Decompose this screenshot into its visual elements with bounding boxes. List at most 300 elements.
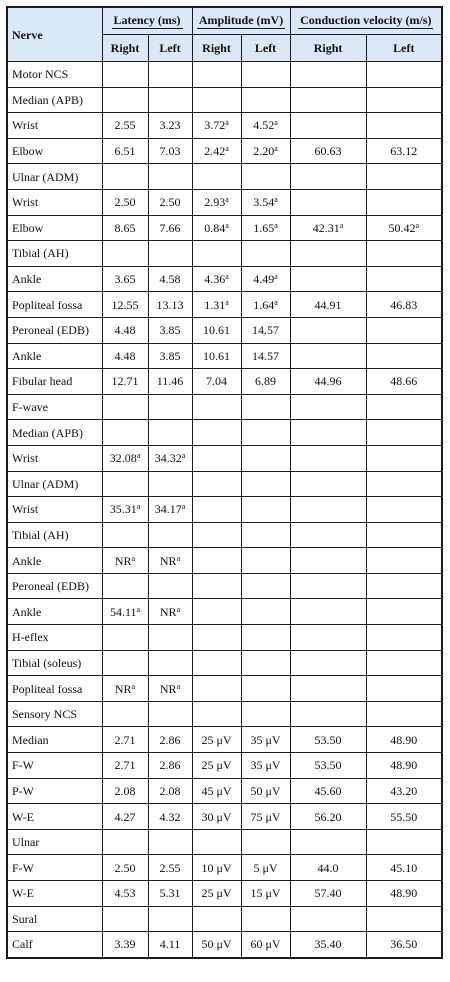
velocity-right-cell	[290, 317, 366, 343]
nerve-name-cell: Ulnar	[7, 829, 102, 855]
velocity-left-cell	[366, 138, 442, 164]
amplitude-right-cell	[192, 87, 241, 113]
table-row	[7, 829, 442, 855]
velocity-right-cell	[290, 343, 366, 369]
footnote-marker: a	[274, 195, 278, 205]
velocity-left-cell	[366, 471, 442, 497]
amplitude-right-cell	[192, 548, 241, 574]
amplitude-right-cell	[192, 62, 241, 88]
velocity-left-cell	[366, 625, 442, 651]
table-row	[7, 471, 442, 497]
amplitude-left-cell	[241, 932, 290, 958]
velocity-left-cell	[366, 87, 442, 113]
amplitude-left-cell	[241, 855, 290, 881]
amplitude-left-cell	[241, 599, 290, 625]
cell-value: 63.12	[390, 144, 418, 159]
latency-right-cell	[102, 497, 148, 523]
latency-left-cell	[148, 881, 192, 907]
amplitude-left-cell	[241, 164, 290, 190]
nerve-name-cell: Ankle	[7, 548, 102, 574]
latency-left-cell	[148, 87, 192, 113]
amplitude-right-cell	[192, 932, 241, 958]
cell-value: 10.61	[203, 348, 231, 363]
cell-value: 13.13	[156, 297, 184, 312]
velocity-left-cell	[366, 753, 442, 779]
cell-value: 3.85	[159, 323, 181, 338]
amplitude-left-cell	[241, 497, 290, 523]
amplitude-right-cell	[192, 369, 241, 395]
nerve-name-cell: Wrist	[7, 497, 102, 523]
footnote-marker: a	[225, 195, 229, 205]
latency-left-cell	[148, 932, 192, 958]
cell-value: 5.31	[159, 886, 181, 901]
footnote-marker: a	[176, 553, 181, 563]
table-row	[7, 266, 442, 292]
cell-value: 1.65	[253, 220, 275, 235]
velocity-left-cell	[366, 164, 442, 190]
nerve-name-cell: Median	[7, 727, 102, 753]
cell-value: NR	[159, 553, 177, 568]
velocity-right-cell	[290, 394, 366, 420]
amplitude-left-cell	[241, 113, 290, 139]
cell-value: 14.57	[252, 323, 280, 338]
cell-value: 48.90	[390, 886, 418, 901]
amplitude-right-cell	[192, 420, 241, 446]
table-row	[7, 625, 442, 651]
cell-value: 34.32	[154, 451, 182, 466]
cell-value: 10.61	[203, 323, 231, 338]
cell-value: 4.58	[159, 272, 181, 287]
conduction-velocity-group-header	[290, 7, 442, 35]
table-row	[7, 164, 442, 190]
footnote-marker: a	[225, 144, 229, 154]
table-row	[7, 215, 442, 241]
cell-value: 4.48	[114, 348, 136, 363]
velocity-left-cell	[366, 420, 442, 446]
velocity-left-cell	[366, 522, 442, 548]
cell-value: 50 μV	[250, 783, 281, 798]
latency-right-cell	[102, 778, 148, 804]
latency-right-cell	[102, 829, 148, 855]
nerve-name-cell: Sural	[7, 906, 102, 932]
cell-value: 1.64	[253, 297, 275, 312]
velocity-right-cell	[290, 727, 366, 753]
cell-value: 2.08	[114, 783, 136, 798]
velocity-right-cell	[290, 599, 366, 625]
amplitude-right-cell	[192, 573, 241, 599]
cell-value: 7.04	[206, 374, 228, 389]
cell-value: 2.20	[253, 144, 275, 159]
latency-right-cell	[102, 113, 148, 139]
nerve-name-cell: Fibular head	[7, 369, 102, 395]
footnote-marker: a	[136, 451, 141, 461]
velocity-right-cell	[290, 855, 366, 881]
cell-value: 60 μV	[250, 937, 281, 952]
footnote-marker: a	[131, 681, 136, 691]
latency-left-cell	[148, 753, 192, 779]
velocity-right-cell	[290, 369, 366, 395]
velocity-right-cell	[290, 62, 366, 88]
amplitude-right-cell	[192, 753, 241, 779]
cell-value: NR	[114, 553, 132, 568]
table-row	[7, 599, 442, 625]
velocity-left-cell	[366, 241, 442, 267]
cell-value: 2.93	[204, 195, 226, 210]
latency-right-cell	[102, 266, 148, 292]
latency-right-cell	[102, 189, 148, 215]
velocity-right-cell	[290, 497, 366, 523]
amplitude-left-cell	[241, 804, 290, 830]
velocity-left-cell	[366, 573, 442, 599]
velocity-right-header: Right	[290, 35, 366, 62]
footnote-marker: a	[136, 604, 141, 614]
cell-value: NR	[159, 681, 177, 696]
table-row	[7, 932, 442, 958]
velocity-left-cell	[366, 189, 442, 215]
table-header	[7, 7, 442, 62]
cell-value: 48.90	[390, 732, 418, 747]
latency-left-header: Left	[148, 35, 192, 62]
cell-value: 14.57	[252, 348, 280, 363]
cell-value: 2.08	[159, 783, 181, 798]
amplitude-right-cell	[192, 906, 241, 932]
cell-value: 3.39	[114, 937, 136, 952]
amplitude-left-cell	[241, 215, 290, 241]
amplitude-left-cell	[241, 62, 290, 88]
amplitude-left-cell	[241, 522, 290, 548]
table-row	[7, 420, 442, 446]
velocity-left-cell	[366, 113, 442, 139]
footnote-marker: a	[181, 451, 186, 461]
cell-value: 35 μV	[250, 758, 281, 773]
nerve-conduction-table	[6, 6, 443, 959]
velocity-right-cell	[290, 573, 366, 599]
velocity-left-cell	[366, 317, 442, 343]
table-row	[7, 778, 442, 804]
nerve-name-cell: Sensory NCS	[7, 701, 102, 727]
nerve-name-cell: Popliteal fossa	[7, 292, 102, 318]
table-row	[7, 676, 442, 702]
footnote-marker: a	[274, 220, 278, 230]
cell-value: 75 μV	[250, 809, 281, 824]
cell-value: 6.51	[114, 144, 136, 159]
table-row	[7, 497, 442, 523]
amplitude-left-cell	[241, 87, 290, 113]
footnote-marker: a	[415, 220, 420, 230]
nerve-name-cell: Tibial (AH)	[7, 522, 102, 548]
amplitude-right-cell	[192, 599, 241, 625]
amplitude-right-cell	[192, 701, 241, 727]
latency-left-cell	[148, 471, 192, 497]
velocity-right-cell	[290, 932, 366, 958]
amplitude-right-cell	[192, 881, 241, 907]
cell-value: 25 μV	[201, 758, 232, 773]
velocity-left-cell	[366, 701, 442, 727]
velocity-left-cell	[366, 906, 442, 932]
latency-right-cell	[102, 625, 148, 651]
cell-value: 2.50	[114, 195, 136, 210]
table-row	[7, 445, 442, 471]
footnote-marker: a	[225, 220, 229, 230]
latency-left-cell	[148, 113, 192, 139]
table-row	[7, 394, 442, 420]
amplitude-right-cell	[192, 266, 241, 292]
velocity-right-cell	[290, 189, 366, 215]
latency-right-cell	[102, 369, 148, 395]
cell-value: 44.0	[317, 860, 339, 875]
velocity-right-cell	[290, 266, 366, 292]
latency-left-cell	[148, 369, 192, 395]
cell-value: 6.89	[255, 374, 277, 389]
amplitude-right-cell	[192, 215, 241, 241]
latency-left-cell	[148, 522, 192, 548]
latency-left-cell	[148, 266, 192, 292]
cell-value: 2.55	[159, 860, 181, 875]
amplitude-right-cell	[192, 113, 241, 139]
velocity-left-cell	[366, 599, 442, 625]
amplitude-left-cell	[241, 292, 290, 318]
latency-right-cell	[102, 855, 148, 881]
amplitude-right-cell	[192, 292, 241, 318]
latency-right-cell	[102, 62, 148, 88]
cell-value: 45.60	[314, 783, 342, 798]
cell-value: 2.86	[159, 732, 181, 747]
velocity-right-cell	[290, 906, 366, 932]
nerve-name-cell: F-W	[7, 753, 102, 779]
table-row	[7, 522, 442, 548]
footnote-marker: a	[274, 272, 278, 282]
velocity-left-cell	[366, 343, 442, 369]
nerve-name-cell: Popliteal fossa	[7, 676, 102, 702]
latency-left-cell	[148, 906, 192, 932]
amplitude-right-cell	[192, 650, 241, 676]
cell-value: 7.66	[159, 220, 181, 235]
amplitude-left-cell	[241, 701, 290, 727]
cell-value: 43.20	[390, 783, 418, 798]
velocity-right-cell	[290, 471, 366, 497]
nerve-name-cell: Elbow	[7, 215, 102, 241]
cell-value: 12.55	[111, 297, 139, 312]
velocity-right-cell	[290, 445, 366, 471]
cell-value: 44.91	[314, 297, 342, 312]
amplitude-left-cell	[241, 727, 290, 753]
cell-value: 50 μV	[201, 937, 232, 952]
footnote-marker: a	[274, 118, 278, 128]
latency-left-cell	[148, 62, 192, 88]
cell-value: 25 μV	[201, 886, 232, 901]
cell-value: 56.20	[314, 809, 342, 824]
velocity-right-cell	[290, 829, 366, 855]
amplitude-left-cell	[241, 753, 290, 779]
cell-value: 15 μV	[250, 886, 281, 901]
nerve-name-cell: W-E	[7, 881, 102, 907]
amplitude-left-cell	[241, 189, 290, 215]
velocity-left-cell	[366, 497, 442, 523]
latency-left-cell	[148, 829, 192, 855]
velocity-left-cell	[366, 778, 442, 804]
cell-value: 34.17	[154, 502, 182, 517]
latency-left-cell	[148, 292, 192, 318]
latency-right-cell	[102, 87, 148, 113]
velocity-right-cell	[290, 164, 366, 190]
velocity-right-cell	[290, 753, 366, 779]
cell-value: 0.84	[204, 220, 226, 235]
amplitude-left-cell	[241, 573, 290, 599]
velocity-left-cell	[366, 829, 442, 855]
latency-right-cell	[102, 241, 148, 267]
cell-value: 5 μV	[253, 860, 278, 875]
latency-right-cell	[102, 394, 148, 420]
amplitude-right-cell	[192, 343, 241, 369]
amplitude-left-cell	[241, 676, 290, 702]
amplitude-left-header: Left	[241, 35, 290, 62]
latency-left-cell	[148, 625, 192, 651]
cell-value: 8.65	[114, 220, 136, 235]
cell-value: 50.42	[388, 220, 416, 235]
velocity-left-cell	[366, 292, 442, 318]
nerve-column-header: Nerve	[7, 7, 102, 62]
amplitude-left-cell	[241, 445, 290, 471]
cell-value: 25 μV	[201, 732, 232, 747]
velocity-right-cell	[290, 701, 366, 727]
cell-value: 1.31	[204, 297, 226, 312]
amplitude-left-cell	[241, 317, 290, 343]
table-row	[7, 62, 442, 88]
cell-value: 12.71	[111, 374, 139, 389]
conduction-velocity-group-label: Conduction velocity (m/s)	[300, 13, 432, 27]
footnote-marker: a	[131, 553, 136, 563]
velocity-right-cell	[290, 113, 366, 139]
latency-left-cell	[148, 420, 192, 446]
table-row	[7, 189, 442, 215]
latency-left-cell	[148, 855, 192, 881]
footnote-marker: a	[339, 220, 344, 230]
cell-value: 3.72	[204, 118, 226, 133]
cell-value: 2.71	[114, 758, 136, 773]
velocity-right-cell	[290, 215, 366, 241]
latency-right-cell	[102, 932, 148, 958]
velocity-right-cell	[290, 778, 366, 804]
latency-group-header	[102, 7, 192, 35]
velocity-left-cell	[366, 650, 442, 676]
velocity-right-cell	[290, 138, 366, 164]
velocity-right-cell	[290, 241, 366, 267]
latency-right-cell	[102, 445, 148, 471]
cell-value: 4.52	[253, 118, 275, 133]
nerve-name-cell: P-W	[7, 778, 102, 804]
nerve-name-cell: Motor NCS	[7, 62, 102, 88]
amplitude-left-cell	[241, 394, 290, 420]
cell-value: 42.31	[312, 220, 340, 235]
amplitude-right-cell	[192, 497, 241, 523]
velocity-right-cell	[290, 804, 366, 830]
amplitude-left-cell	[241, 650, 290, 676]
table-row	[7, 317, 442, 343]
amplitude-right-cell	[192, 727, 241, 753]
nerve-name-cell: Median (APB)	[7, 420, 102, 446]
latency-left-cell	[148, 573, 192, 599]
latency-right-cell	[102, 804, 148, 830]
amplitude-group-label: Amplitude (mV)	[198, 13, 284, 27]
amplitude-left-cell	[241, 625, 290, 651]
cell-value: 36.50	[390, 937, 418, 952]
table-row	[7, 855, 442, 881]
latency-left-cell	[148, 215, 192, 241]
nerve-name-cell: Ankle	[7, 266, 102, 292]
cell-value: 53.50	[314, 758, 342, 773]
latency-left-cell	[148, 497, 192, 523]
footnote-marker: a	[225, 297, 229, 307]
cell-value: 4.27	[114, 809, 136, 824]
amplitude-left-cell	[241, 241, 290, 267]
amplitude-left-cell	[241, 471, 290, 497]
amplitude-right-cell	[192, 138, 241, 164]
amplitude-left-cell	[241, 906, 290, 932]
amplitude-left-cell	[241, 548, 290, 574]
nerve-name-cell: Median (APB)	[7, 87, 102, 113]
velocity-right-cell	[290, 522, 366, 548]
cell-value: 3.85	[159, 348, 181, 363]
nerve-name-cell: Ulnar (ADM)	[7, 471, 102, 497]
latency-left-cell	[148, 804, 192, 830]
table-row	[7, 138, 442, 164]
latency-right-cell	[102, 164, 148, 190]
velocity-right-cell	[290, 87, 366, 113]
amplitude-right-cell	[192, 164, 241, 190]
cell-value: 45.10	[390, 860, 418, 875]
cell-value: 35.40	[314, 937, 342, 952]
velocity-left-cell	[366, 266, 442, 292]
footnote-marker: a	[274, 297, 278, 307]
velocity-left-header: Left	[366, 35, 442, 62]
footnote-marker: a	[136, 502, 141, 512]
amplitude-right-cell	[192, 829, 241, 855]
amplitude-left-cell	[241, 266, 290, 292]
velocity-left-cell	[366, 932, 442, 958]
cell-value: 4.11	[159, 937, 181, 952]
latency-right-cell	[102, 753, 148, 779]
nerve-name-cell: F-wave	[7, 394, 102, 420]
amplitude-right-cell	[192, 676, 241, 702]
latency-left-cell	[148, 676, 192, 702]
cell-value: 2.55	[114, 118, 136, 133]
table-row	[7, 87, 442, 113]
latency-left-cell	[148, 548, 192, 574]
footnote-marker: a	[225, 118, 229, 128]
amplitude-right-cell	[192, 241, 241, 267]
cell-value: 46.83	[390, 297, 418, 312]
footnote-marker: a	[181, 502, 186, 512]
cell-value: 7.03	[159, 144, 181, 159]
amplitude-right-cell	[192, 445, 241, 471]
velocity-left-cell	[366, 676, 442, 702]
nerve-name-cell: Tibial (soleus)	[7, 650, 102, 676]
cell-value: 54.11	[109, 604, 137, 619]
table-row	[7, 701, 442, 727]
latency-left-cell	[148, 164, 192, 190]
footnote-marker: a	[225, 272, 229, 282]
amplitude-right-cell	[192, 394, 241, 420]
cell-value: NR	[114, 681, 132, 696]
cell-value: 2.42	[204, 144, 226, 159]
latency-right-cell	[102, 701, 148, 727]
nerve-name-cell: Peroneal (EDB)	[7, 573, 102, 599]
cell-value: 10 μV	[201, 860, 232, 875]
table-row	[7, 804, 442, 830]
table-row	[7, 650, 442, 676]
latency-right-cell	[102, 676, 148, 702]
latency-left-cell	[148, 138, 192, 164]
